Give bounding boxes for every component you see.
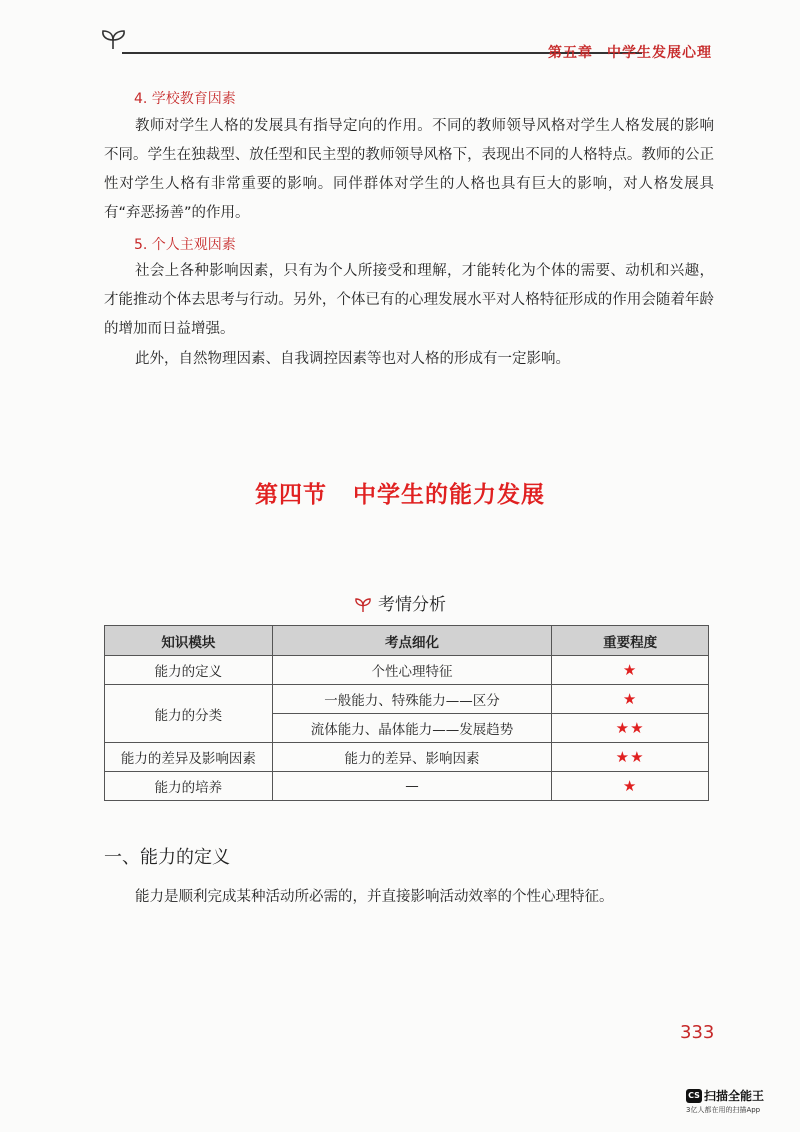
definition-paragraph: 能力是顺利完成某种活动所必需的，并直接影响活动效率的个性心理特征。	[135, 889, 614, 905]
importance-stars: ★	[552, 656, 709, 685]
chapter-label	[548, 42, 712, 62]
paragraph-school-factors: 教师对学生人格的发展具有指导定向的作用。不同的教师领导风格对学生人格发展的影响不同。学生在独裁型、放任型和民主型的教师领导风格下，表现出不同的人格特点。教师的公正性对学生人格有非常重要的影响。同伴群体对学生的人格也具有巨大的影响，对人格发展具有“弃恶扬善”的作用。	[104, 118, 714, 221]
point-cell: 一般能力、特殊能力——区分	[272, 685, 552, 714]
module-cell: 能力的分类	[105, 685, 273, 743]
scanner-app-name: 扫描全能王	[704, 1089, 765, 1103]
module-cell: 能力的差异及影响因素	[105, 743, 273, 772]
column-header: 重要程度	[552, 626, 709, 656]
chapter-title: 中学生发展心理	[607, 45, 712, 61]
table-row	[105, 656, 709, 685]
column-header: 考点细化	[272, 626, 552, 656]
definition-heading: 一、能力的定义	[104, 847, 230, 868]
paragraph-other-factors: 此外，自然物理因素、自我调控因素等也对人格的形成有一定影响。	[135, 351, 570, 367]
subheading-personal-factors: 5. 个人主观因素	[134, 237, 236, 253]
table-row	[105, 772, 709, 801]
column-header: 知识模块	[105, 626, 273, 656]
scanner-tagline: 3亿人都在用的扫描App	[686, 1106, 761, 1114]
chapter-number: 第五章	[548, 45, 593, 61]
table-row	[105, 685, 709, 714]
sprout-icon	[100, 28, 128, 50]
table-row	[105, 743, 709, 772]
scanner-logo-icon: CS	[686, 1089, 702, 1103]
module-cell: 能力的培养	[105, 772, 273, 801]
paragraph-personal-factors: 社会上各种影响因素，只有为个人所接受和理解，才能转化为个体的需要、动机和兴趣，才能推动个体去思考与行动。另外，个体已有的心理发展水平对人格特征形成的作用会随着年龄的增加而日益增强。	[104, 263, 714, 337]
subheading-school-factors: 4. 学校教育因素	[134, 91, 236, 107]
importance-stars: ★★	[552, 743, 709, 772]
point-cell: 能力的差异、影响因素	[272, 743, 552, 772]
module-cell: 能力的定义	[105, 656, 273, 685]
point-cell: 个性心理特征	[272, 656, 552, 685]
sprout-icon	[354, 597, 372, 613]
section-title	[0, 476, 800, 509]
scanner-watermark	[686, 1085, 764, 1115]
page-header	[100, 28, 712, 68]
exam-analysis-title	[0, 590, 800, 615]
section-number: 第四节	[255, 482, 327, 508]
exam-analysis-table	[104, 625, 709, 801]
importance-stars: ★	[552, 772, 709, 801]
importance-stars: ★	[552, 685, 709, 714]
table-header-row	[105, 626, 709, 656]
exam-analysis-label: 考情分析	[378, 595, 446, 615]
importance-stars: ★★	[552, 714, 709, 743]
section-name: 中学生的能力发展	[353, 482, 545, 508]
point-cell: 流体能力、晶体能力——发展趋势	[272, 714, 552, 743]
page-number: 333	[680, 1022, 715, 1043]
point-cell: —	[272, 772, 552, 801]
